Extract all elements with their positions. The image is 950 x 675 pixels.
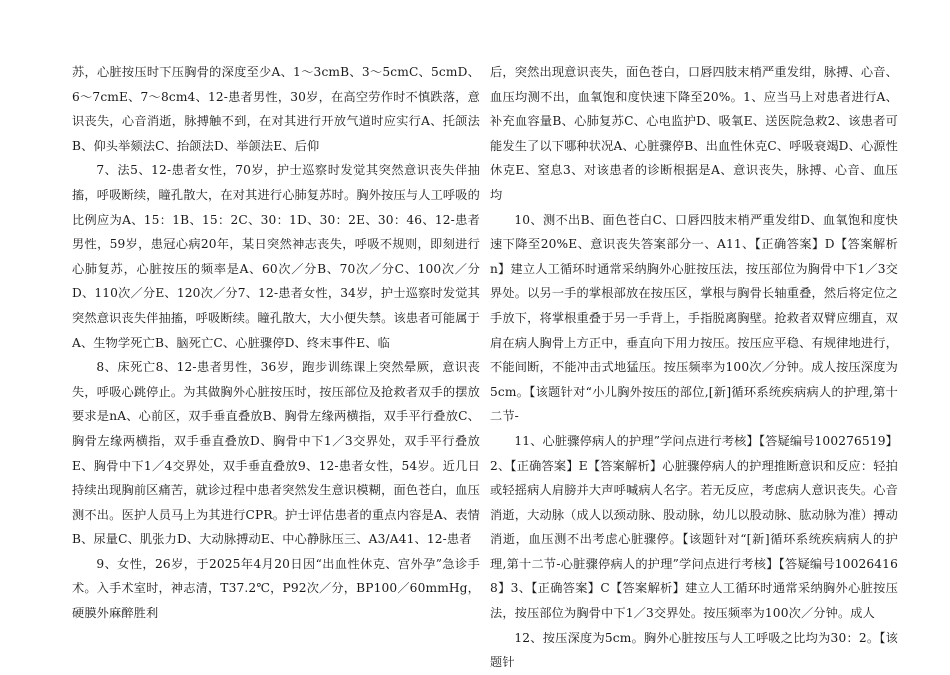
paragraph: 9、女性，26岁，于2025年4月20日因“出血性休克、宫外孕”急诊手术。入手术室时，神志清，T37.2℃，P92次／分，BP100／60mmHg，硬膜外麻醉胜利	[72, 556, 480, 621]
paragraph: 7、法5、12-患者女性，70岁，护士巡察时发觉其突然意识丧失伴抽搐，呼吸断续，瞳孔散大，在对其进行心肺复苏时。胸外按压与人工呼吸的比例应为A、15：1B、15：2C、30：1D、30：2E、30：46、12-患者男性，59岁，患冠心病20年，某日突然神志丧失，呼吸不规则，即刻进行心肺复苏，心脏按压的频率是A、60次／分B、70次／分C、100次／分D、110次／分E、120次／分7、12-患者女性，34岁，护士巡察时发觉其突然意识丧失伴抽搐，呼吸断续。瞳孔散大，大小便失禁。该患者可能属于A、生物学死亡B、脑死亡C、心脏骤停D、终末事件E、临	[72, 163, 480, 350]
right-column	[490, 60, 898, 675]
paragraph: 11、心脏骤停病人的护理”学问点进行考核】【答疑编号100276519】2、【正确答案】E【答案解析】心脏骤停病人的护理推断意识和反应：轻拍或轻摇病人肩膀并大声呼喊病人名字。若无反应，考虑病人意识丧失。心音消逝，大动脉（成人以颈动脉、股动脉，幼儿以股动脉、肱动脉为准）搏动消逝，血压测不出考虑心脏骤停。【该题针对“[新]循环系统疾病病人的护理,第十二节-心脏骤停病人的护理”学问点进行考核】【答疑编号100264168】3、【正确答案】C【答案解析】建立人工循环时通常采纳胸外心脏按压法，按压部位为胸骨中下1／3交界处。按压频率为100次／分钟。成人	[490, 433, 898, 621]
paragraph: 12、按压深度为5cm。胸外心脏按压与人工呼吸之比均为30：2。【该题针	[490, 630, 898, 670]
paragraph: 苏，心脏按压时下压胸骨的深度至少A、1～3cmB、3～5cmC、5cmD、6～7cmE、7～8cm4、12-患者男性，30岁，在高空劳作时不慎跌落，意识丧失，心音消逝，脉搏触不到，在对其进行开放气道时应实行A、托颌法B、仰头举颏法C、抬颌法D、举颌法E、后仰	[72, 65, 480, 153]
left-column	[72, 60, 480, 626]
paragraph: 后，突然出现意识丧失，面色苍白，口唇四肢末梢严重发绀，脉搏、心音、血压均测不出，血氧饱和度快速下降至20%。1、应当马上对患者进行A、补充血容量B、心肺复苏C、心电监护D、吸氧E、送医院急救2、该患者可能发生了以下哪种状况A、心脏骤停B、出血性休克C、呼吸衰竭D、心源性休克E、窒息3、对该患者的诊断根据是A、意识丧失，脉搏、心音、血压均	[490, 65, 898, 202]
paragraph: 8、床死亡8、12-患者男性，36岁，跑步训练课上突然晕厥，意识丧失，呼吸心跳停止。为其做胸外心脏按压时，按压部位及抢救者双手的摆放要求是nA、心前区，双手垂直叠放B、胸骨左缘两横指，双手平行叠放C、胸骨左缘两横指，双手垂直叠放D、胸骨中下1／3交界处，双手平行叠放E、胸骨中下1／4交界处，双手垂直叠放9、12-患者女性，54岁。近几日持续出现胸前区痛苦，就诊过程中患者突然发生意识模糊，面色苍白，血压测不出。医护人员马上为其进行CPR。护士评估患者的重点内容是A、表情B、尿量C、肌张力D、大动脉搏动E、中心静脉压三、A3/A41、12-患者	[72, 360, 480, 547]
paragraph: 10、测不出B、面色苍白C、口唇四肢末梢严重发绀D、血氧饱和度快速下降至20%E、意识丧失答案部分一、A11、【正确答案】D【答案解析n】建立人工循环时通常采纳胸外心脏按压法，按压部位为胸骨中下1／3交界处。以另一手的掌根部放在按压区，掌根与胸骨长轴重叠，然后将定位之手放下，将掌根重叠于另一手背上，手指脱离胸壁。抢救者双臂应绷直，双肩在病人胸骨上方正中，垂直向下用力按压。按压应平稳、有规律地进行，不能间断，不能冲击式地猛压。按压频率为100次／分钟。成人按压深度为5cm。【该题针对“小儿胸外按压的部位,[新]循环系统疾病病人的护理,第十二节-	[490, 212, 898, 424]
